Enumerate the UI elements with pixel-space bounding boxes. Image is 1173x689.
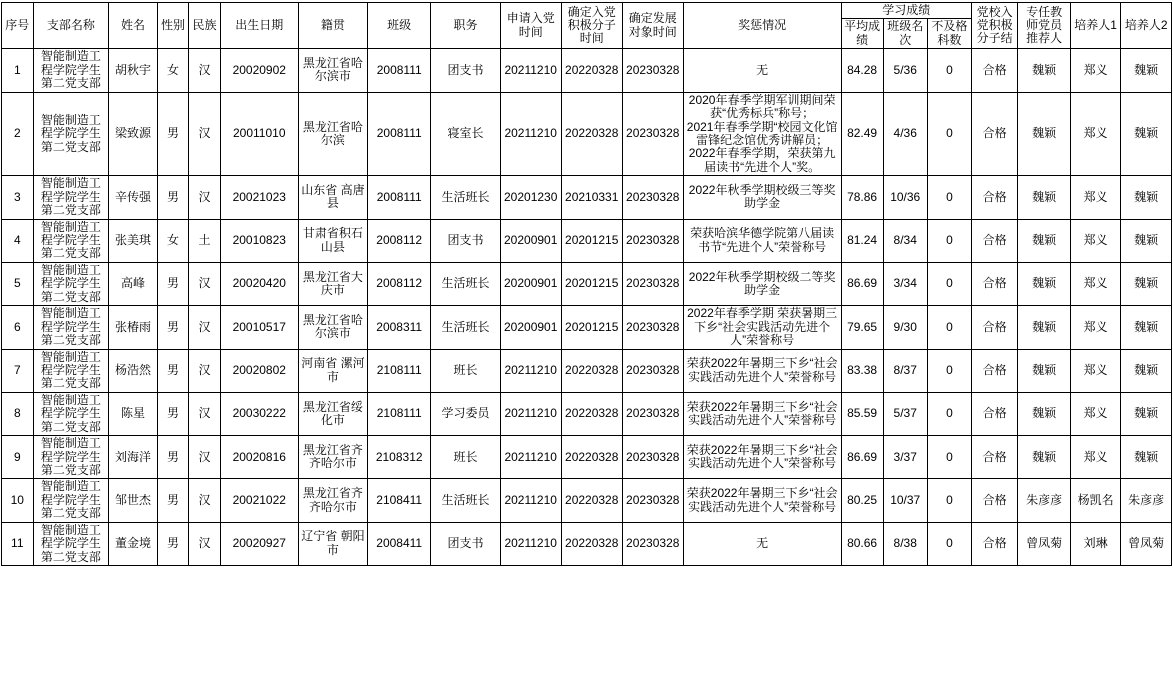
- cell-fail-count[interactable]: 0: [927, 49, 971, 92]
- cell-class[interactable]: 2008112: [368, 219, 431, 262]
- header-gender: 性别: [157, 3, 189, 49]
- cell-gender[interactable]: 女: [157, 49, 189, 92]
- cell-name[interactable]: 杨浩然: [109, 349, 157, 392]
- cell-activist-time[interactable]: 20220328: [561, 522, 622, 565]
- cell-nation[interactable]: 汉: [189, 392, 221, 435]
- cell-gender[interactable]: 男: [157, 436, 189, 479]
- cell-fail-count[interactable]: 0: [927, 522, 971, 565]
- cell-native-place[interactable]: 黑龙江省哈尔滨市: [298, 306, 367, 349]
- cell-teacher-recommend[interactable]: 魏颖: [1018, 436, 1071, 479]
- table-row[interactable]: [2, 92, 1172, 176]
- table-row[interactable]: [2, 306, 1172, 349]
- cell-native-place[interactable]: 黑龙江省齐齐哈尔市: [298, 436, 367, 479]
- cell-gender[interactable]: 男: [157, 392, 189, 435]
- cell-target-time[interactable]: 20230328: [622, 479, 683, 522]
- cell-cultivator-2[interactable]: 曾凤菊: [1121, 522, 1172, 565]
- cell-birth[interactable]: 20010823: [220, 219, 298, 262]
- cell-cultivator-2[interactable]: 魏颖: [1121, 262, 1172, 305]
- cell-party-conclusion[interactable]: 合格: [972, 349, 1018, 392]
- cell-class-rank[interactable]: 5/36: [883, 49, 927, 92]
- cell-birth[interactable]: 20021023: [220, 176, 298, 219]
- cell-teacher-recommend[interactable]: 魏颖: [1018, 49, 1071, 92]
- cell-gender[interactable]: 男: [157, 479, 189, 522]
- header-fail-count: 不及格科数: [927, 19, 971, 49]
- cell-apply-time[interactable]: 20211210: [500, 349, 561, 392]
- cell-cultivator-2[interactable]: 魏颖: [1121, 306, 1172, 349]
- table-row[interactable]: [2, 49, 1172, 92]
- cell-branch[interactable]: 智能制造工程学院学生第二党支部: [33, 392, 109, 435]
- cell-cultivator-2[interactable]: 朱彦彦: [1121, 479, 1172, 522]
- party-development-table: [1, 2, 1172, 566]
- table-row[interactable]: [2, 176, 1172, 219]
- cell-branch[interactable]: 智能制造工程学院学生第二党支部: [33, 219, 109, 262]
- cell-birth[interactable]: 20020816: [220, 436, 298, 479]
- header-study-group: 学习成绩: [841, 3, 971, 19]
- cell-awards[interactable]: 荣获2022年暑期三下乡“社会实践活动先进个人”荣誉称号: [683, 392, 841, 435]
- cell-cultivator-1[interactable]: 郑义: [1070, 306, 1121, 349]
- cell-class[interactable]: 2108312: [368, 436, 431, 479]
- cell-class[interactable]: 2008111: [368, 176, 431, 219]
- cell-apply-time[interactable]: 20211210: [500, 522, 561, 565]
- cell-class-rank[interactable]: 3/37: [883, 436, 927, 479]
- cell-class-rank[interactable]: 8/37: [883, 349, 927, 392]
- cell-birth[interactable]: 20011010: [220, 92, 298, 176]
- cell-branch[interactable]: 智能制造工程学院学生第二党支部: [33, 306, 109, 349]
- cell-awards[interactable]: 荣获2022年暑期三下乡“社会实践活动先进个人”荣誉称号: [683, 349, 841, 392]
- cell-apply-time[interactable]: 20200901: [500, 306, 561, 349]
- cell-activist-time[interactable]: 20220328: [561, 479, 622, 522]
- cell-activist-time[interactable]: 20201215: [561, 262, 622, 305]
- cell-activist-time[interactable]: 20201215: [561, 219, 622, 262]
- cell-teacher-recommend[interactable]: 魏颖: [1018, 219, 1071, 262]
- cell-native-place[interactable]: 山东省 高唐县: [298, 176, 367, 219]
- header-apply-time: 申请入党时间: [500, 3, 561, 49]
- cell-class-rank[interactable]: 10/36: [883, 176, 927, 219]
- cell-class-rank[interactable]: 4/36: [883, 92, 927, 176]
- cell-name[interactable]: 刘海洋: [109, 436, 157, 479]
- cell-fail-count[interactable]: 0: [927, 436, 971, 479]
- cell-apply-time[interactable]: 20201230: [500, 176, 561, 219]
- cell-party-conclusion[interactable]: 合格: [972, 436, 1018, 479]
- cell-name[interactable]: 张美琪: [109, 219, 157, 262]
- cell-class[interactable]: 2008111: [368, 49, 431, 92]
- cell-duty[interactable]: 寝室长: [431, 92, 500, 176]
- cell-name[interactable]: 董金境: [109, 522, 157, 565]
- cell-native-place[interactable]: 黑龙江省哈尔滨市: [298, 49, 367, 92]
- cell-cultivator-1[interactable]: 郑义: [1070, 92, 1121, 176]
- cell-awards[interactable]: 无: [683, 522, 841, 565]
- cell-activist-time[interactable]: 20201215: [561, 306, 622, 349]
- cell-cultivator-2[interactable]: 魏颖: [1121, 49, 1172, 92]
- header-native-place: 籍贯: [298, 3, 367, 49]
- cell-party-conclusion[interactable]: 合格: [972, 176, 1018, 219]
- cell-seq[interactable]: 2: [2, 92, 34, 176]
- cell-avg-score[interactable]: 78.86: [841, 176, 883, 219]
- header-seq: 序号: [2, 3, 34, 49]
- header-duty: 职务: [431, 3, 500, 49]
- cell-duty[interactable]: 团支书: [431, 219, 500, 262]
- cell-duty[interactable]: 生活班长: [431, 306, 500, 349]
- cell-target-time[interactable]: 20230328: [622, 392, 683, 435]
- cell-nation[interactable]: 汉: [189, 49, 221, 92]
- cell-nation[interactable]: 汉: [189, 479, 221, 522]
- cell-seq[interactable]: 5: [2, 262, 34, 305]
- cell-target-time[interactable]: 20230328: [622, 176, 683, 219]
- cell-birth[interactable]: 20020927: [220, 522, 298, 565]
- table-row[interactable]: [2, 479, 1172, 522]
- cell-target-time[interactable]: 20230328: [622, 436, 683, 479]
- table-row[interactable]: [2, 349, 1172, 392]
- cell-native-place[interactable]: 黑龙江省大庆市: [298, 262, 367, 305]
- cell-awards[interactable]: 无: [683, 49, 841, 92]
- cell-target-time[interactable]: 20230328: [622, 522, 683, 565]
- cell-cultivator-2[interactable]: 魏颖: [1121, 92, 1172, 176]
- cell-party-conclusion[interactable]: 合格: [972, 306, 1018, 349]
- cell-fail-count[interactable]: 0: [927, 92, 971, 176]
- cell-gender[interactable]: 男: [157, 349, 189, 392]
- cell-branch[interactable]: 智能制造工程学院学生第二党支部: [33, 479, 109, 522]
- cell-duty[interactable]: 学习委员: [431, 392, 500, 435]
- cell-fail-count[interactable]: 0: [927, 219, 971, 262]
- cell-party-conclusion[interactable]: 合格: [972, 262, 1018, 305]
- cell-cultivator-1[interactable]: 郑义: [1070, 262, 1121, 305]
- header-cultivator-2: 培养人2: [1121, 3, 1172, 49]
- cell-avg-score[interactable]: 84.28: [841, 49, 883, 92]
- cell-nation[interactable]: 汉: [189, 92, 221, 176]
- header-nation: 民族: [189, 3, 221, 49]
- cell-apply-time[interactable]: 20200901: [500, 219, 561, 262]
- cell-duty[interactable]: 团支书: [431, 49, 500, 92]
- cell-party-conclusion[interactable]: 合格: [972, 522, 1018, 565]
- header-class-rank: 班级名次: [883, 19, 927, 49]
- cell-teacher-recommend[interactable]: 魏颖: [1018, 392, 1071, 435]
- cell-nation[interactable]: 汉: [189, 176, 221, 219]
- cell-awards[interactable]: 2022年秋季学期校级三等奖助学金: [683, 176, 841, 219]
- cell-party-conclusion[interactable]: 合格: [972, 92, 1018, 176]
- cell-target-time[interactable]: 20230328: [622, 49, 683, 92]
- cell-class[interactable]: 2108111: [368, 392, 431, 435]
- cell-branch[interactable]: 智能制造工程学院学生第二党支部: [33, 262, 109, 305]
- header-cultivator-1: 培养人1: [1070, 3, 1121, 49]
- cell-class-rank[interactable]: 3/34: [883, 262, 927, 305]
- cell-activist-time[interactable]: 20220328: [561, 436, 622, 479]
- cell-awards[interactable]: 荣获2022年暑期三下乡“社会实践活动先进个人”荣誉称号: [683, 479, 841, 522]
- cell-seq[interactable]: 3: [2, 176, 34, 219]
- cell-teacher-recommend[interactable]: 魏颖: [1018, 262, 1071, 305]
- cell-avg-score[interactable]: 82.49: [841, 92, 883, 176]
- cell-branch[interactable]: 智能制造工程学院学生第二党支部: [33, 49, 109, 92]
- cell-cultivator-1[interactable]: 郑义: [1070, 392, 1121, 435]
- cell-branch[interactable]: 智能制造工程学院学生第二党支部: [33, 522, 109, 565]
- cell-target-time[interactable]: 20230328: [622, 262, 683, 305]
- cell-fail-count[interactable]: 0: [927, 306, 971, 349]
- cell-native-place[interactable]: 辽宁省 朝阳市: [298, 522, 367, 565]
- cell-apply-time[interactable]: 20211210: [500, 392, 561, 435]
- cell-teacher-recommend[interactable]: 魏颖: [1018, 92, 1071, 176]
- cell-activist-time[interactable]: 20220328: [561, 92, 622, 176]
- cell-class-rank[interactable]: 10/37: [883, 479, 927, 522]
- cell-class-rank[interactable]: 9/30: [883, 306, 927, 349]
- cell-teacher-recommend[interactable]: 曾凤菊: [1018, 522, 1071, 565]
- cell-name[interactable]: 胡秋宇: [109, 49, 157, 92]
- cell-class[interactable]: 2108411: [368, 479, 431, 522]
- cell-duty[interactable]: 生活班长: [431, 479, 500, 522]
- cell-party-conclusion[interactable]: 合格: [972, 219, 1018, 262]
- cell-activist-time[interactable]: 20220328: [561, 392, 622, 435]
- cell-cultivator-1[interactable]: 郑义: [1070, 176, 1121, 219]
- cell-duty[interactable]: 团支书: [431, 522, 500, 565]
- cell-nation[interactable]: 汉: [189, 349, 221, 392]
- cell-avg-score[interactable]: 86.69: [841, 262, 883, 305]
- cell-awards[interactable]: 荣获2022年暑期三下乡“社会实践活动先进个人”荣誉称号: [683, 436, 841, 479]
- table-row[interactable]: [2, 262, 1172, 305]
- cell-awards[interactable]: 2022年春季学期 荣获暑期三下乡“社会实践活动先进个人”荣誉称号: [683, 306, 841, 349]
- header-name: 姓名: [109, 3, 157, 49]
- cell-fail-count[interactable]: 0: [927, 479, 971, 522]
- cell-class[interactable]: 2008112: [368, 262, 431, 305]
- cell-class-rank[interactable]: 8/38: [883, 522, 927, 565]
- header-birth: 出生日期: [220, 3, 298, 49]
- cell-native-place[interactable]: 甘肃省积石山县: [298, 219, 367, 262]
- header-teacher-recommend: 专任教师党员推荐人: [1018, 3, 1071, 49]
- cell-duty[interactable]: 生活班长: [431, 176, 500, 219]
- cell-target-time[interactable]: 20230328: [622, 306, 683, 349]
- cell-gender[interactable]: 男: [157, 522, 189, 565]
- cell-native-place[interactable]: 黑龙江省哈尔滨: [298, 92, 367, 176]
- table-row[interactable]: [2, 392, 1172, 435]
- cell-target-time[interactable]: 20230328: [622, 92, 683, 176]
- cell-cultivator-1[interactable]: 杨凯名: [1070, 479, 1121, 522]
- cell-avg-score[interactable]: 85.59: [841, 392, 883, 435]
- cell-birth[interactable]: 20030222: [220, 392, 298, 435]
- header-row-1: [2, 3, 1172, 19]
- header-party-conclusion: 党校入党积极分子结: [972, 3, 1018, 49]
- cell-seq[interactable]: 6: [2, 306, 34, 349]
- cell-seq[interactable]: 10: [2, 479, 34, 522]
- cell-name[interactable]: 陈星: [109, 392, 157, 435]
- cell-apply-time[interactable]: 20211210: [500, 479, 561, 522]
- cell-branch[interactable]: 智能制造工程学院学生第二党支部: [33, 349, 109, 392]
- cell-fail-count[interactable]: 0: [927, 392, 971, 435]
- header-activist-time: 确定入党积极分子时间: [561, 3, 622, 49]
- cell-apply-time[interactable]: 20200901: [500, 262, 561, 305]
- cell-name[interactable]: 邹世杰: [109, 479, 157, 522]
- cell-name[interactable]: 高峰: [109, 262, 157, 305]
- cell-awards[interactable]: 2020年春季学期军训期间荣获“优秀标兵”称号； 2021年春季学期“校园文化馆雷锋纪念馆优秀讲解员； 2022年春季学期，荣获第九届读书“先进个人”奖。: [683, 92, 841, 176]
- cell-birth[interactable]: 20020902: [220, 49, 298, 92]
- cell-native-place[interactable]: 黑龙江省齐齐哈尔市: [298, 479, 367, 522]
- cell-duty[interactable]: 生活班长: [431, 262, 500, 305]
- cell-target-time[interactable]: 20230328: [622, 349, 683, 392]
- cell-gender[interactable]: 女: [157, 219, 189, 262]
- cell-target-time[interactable]: 20230328: [622, 219, 683, 262]
- cell-teacher-recommend[interactable]: 魏颖: [1018, 306, 1071, 349]
- cell-gender[interactable]: 男: [157, 92, 189, 176]
- table-row[interactable]: [2, 522, 1172, 565]
- cell-native-place[interactable]: 河南省 漯河市: [298, 349, 367, 392]
- cell-class[interactable]: 2108111: [368, 349, 431, 392]
- cell-nation[interactable]: 土: [189, 219, 221, 262]
- cell-avg-score[interactable]: 79.65: [841, 306, 883, 349]
- cell-seq[interactable]: 4: [2, 219, 34, 262]
- header-branch: 支部名称: [33, 3, 109, 49]
- cell-avg-score[interactable]: 83.38: [841, 349, 883, 392]
- cell-nation[interactable]: 汉: [189, 262, 221, 305]
- cell-avg-score[interactable]: 81.24: [841, 219, 883, 262]
- cell-cultivator-2[interactable]: 魏颖: [1121, 219, 1172, 262]
- cell-activist-time[interactable]: 20210331: [561, 176, 622, 219]
- cell-apply-time[interactable]: 20211210: [500, 49, 561, 92]
- cell-fail-count[interactable]: 0: [927, 349, 971, 392]
- cell-name[interactable]: 梁致源: [109, 92, 157, 176]
- cell-cultivator-1[interactable]: 郑义: [1070, 349, 1121, 392]
- cell-awards[interactable]: 荣获哈滨华德学院第八届读书节“先进个人”荣誉称号: [683, 219, 841, 262]
- cell-class[interactable]: 2008411: [368, 522, 431, 565]
- cell-seq[interactable]: 8: [2, 392, 34, 435]
- cell-branch[interactable]: 智能制造工程学院学生第二党支部: [33, 436, 109, 479]
- cell-birth[interactable]: 20010517: [220, 306, 298, 349]
- cell-apply-time[interactable]: 20211210: [500, 92, 561, 176]
- cell-fail-count[interactable]: 0: [927, 262, 971, 305]
- table-row[interactable]: [2, 436, 1172, 479]
- cell-cultivator-1[interactable]: 郑义: [1070, 219, 1121, 262]
- cell-birth[interactable]: 20021022: [220, 479, 298, 522]
- cell-branch[interactable]: 智能制造工程学院学生第二党支部: [33, 176, 109, 219]
- cell-branch[interactable]: 智能制造工程学院学生第二党支部: [33, 92, 109, 176]
- cell-cultivator-1[interactable]: 郑义: [1070, 49, 1121, 92]
- cell-awards[interactable]: 2022年秋季学期校级二等奖助学金: [683, 262, 841, 305]
- header-awards: 奖惩情况: [683, 3, 841, 49]
- cell-seq[interactable]: 11: [2, 522, 34, 565]
- cell-activist-time[interactable]: 20220328: [561, 49, 622, 92]
- cell-birth[interactable]: 20020802: [220, 349, 298, 392]
- cell-party-conclusion[interactable]: 合格: [972, 49, 1018, 92]
- cell-activist-time[interactable]: 20220328: [561, 349, 622, 392]
- cell-native-place[interactable]: 黑龙江省绥化市: [298, 392, 367, 435]
- cell-nation[interactable]: 汉: [189, 306, 221, 349]
- cell-cultivator-1[interactable]: 郑义: [1070, 436, 1121, 479]
- cell-class-rank[interactable]: 8/34: [883, 219, 927, 262]
- cell-avg-score[interactable]: 86.69: [841, 436, 883, 479]
- cell-nation[interactable]: 汉: [189, 436, 221, 479]
- cell-teacher-recommend[interactable]: 魏颖: [1018, 349, 1071, 392]
- cell-cultivator-1[interactable]: 刘琳: [1070, 522, 1121, 565]
- cell-avg-score[interactable]: 80.25: [841, 479, 883, 522]
- cell-apply-time[interactable]: 20211210: [500, 436, 561, 479]
- cell-class[interactable]: 2008311: [368, 306, 431, 349]
- header-target-time: 确定发展对象时间: [622, 3, 683, 49]
- cell-seq[interactable]: 1: [2, 49, 34, 92]
- cell-nation[interactable]: 汉: [189, 522, 221, 565]
- cell-party-conclusion[interactable]: 合格: [972, 479, 1018, 522]
- cell-class[interactable]: 2008111: [368, 92, 431, 176]
- cell-cultivator-2[interactable]: 魏颖: [1121, 392, 1172, 435]
- cell-teacher-recommend[interactable]: 朱彦彦: [1018, 479, 1071, 522]
- header-avg-score: 平均成绩: [841, 19, 883, 49]
- cell-gender[interactable]: 男: [157, 176, 189, 219]
- cell-fail-count[interactable]: 0: [927, 176, 971, 219]
- cell-cultivator-2[interactable]: 魏颖: [1121, 349, 1172, 392]
- table-body: [2, 49, 1172, 566]
- header-class: 班级: [368, 3, 431, 49]
- cell-cultivator-2[interactable]: 魏颖: [1121, 436, 1172, 479]
- cell-gender[interactable]: 男: [157, 306, 189, 349]
- cell-seq[interactable]: 7: [2, 349, 34, 392]
- cell-name[interactable]: 辛传强: [109, 176, 157, 219]
- cell-teacher-recommend[interactable]: 魏颖: [1018, 176, 1071, 219]
- cell-class-rank[interactable]: 5/37: [883, 392, 927, 435]
- cell-avg-score[interactable]: 80.66: [841, 522, 883, 565]
- cell-cultivator-2[interactable]: 魏颖: [1121, 176, 1172, 219]
- table-header: [2, 3, 1172, 49]
- cell-birth[interactable]: 20020420: [220, 262, 298, 305]
- cell-party-conclusion[interactable]: 合格: [972, 392, 1018, 435]
- cell-name[interactable]: 张椿雨: [109, 306, 157, 349]
- cell-gender[interactable]: 男: [157, 262, 189, 305]
- cell-seq[interactable]: 9: [2, 436, 34, 479]
- cell-duty[interactable]: 班长: [431, 349, 500, 392]
- table-row[interactable]: [2, 219, 1172, 262]
- cell-duty[interactable]: 班长: [431, 436, 500, 479]
